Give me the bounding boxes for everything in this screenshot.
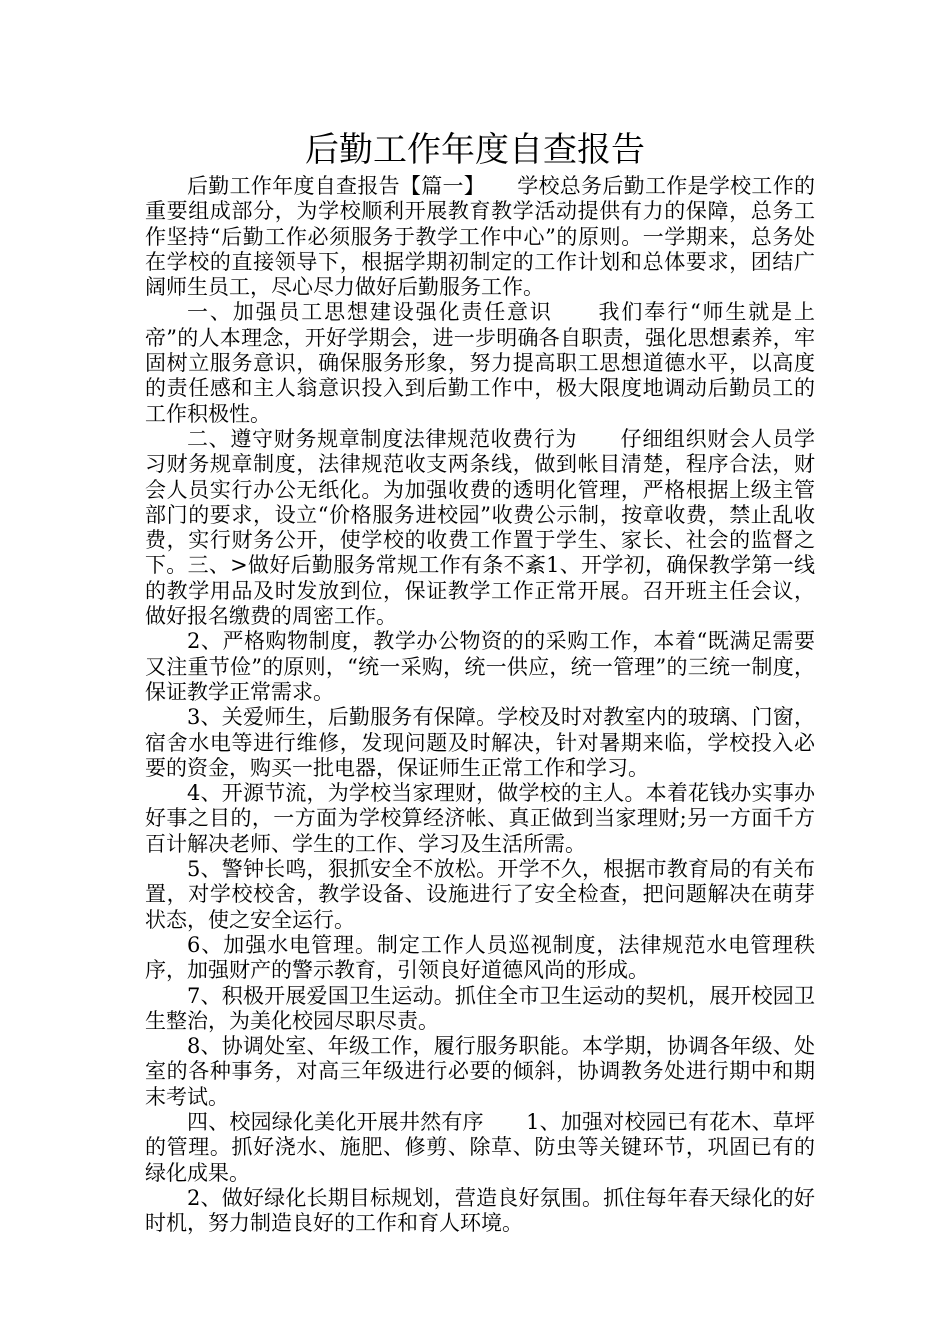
paragraph-item-5: 5、警钟长鸣，狠抓安全不放松。开学不久，根据市教育局的有关布置，对学校校舍，教学设备、设施进行了安全检查，把问题解决在萌芽状态，使之安全运行。 [145, 857, 815, 932]
paragraph-item-4: 4、开源节流，为学校当家理财，做学校的主人。本着花钱办实事办好事之目的，一方面为学校算经济帐、真正做到当家理财;另一方面千方百计解决老师、学生的工作、学习及生活所需。 [145, 781, 815, 856]
paragraph-section-2: 二、遵守财务规章制度法律规范收费行为 仔细组织财会人员学习财务规章制度，法律规范收支两条线，做到帐目清楚，程序合法，财会人员实行办公无纸化。为加强收费的透明化管理，严格根据上级主管部门的要求，设立“价格服务进校园”收费公示制，按章收费，禁止乱收费，实行财务公开，使学校的收费工作置于学生、家长、社会的监督之下。三、>做好后勤服务常规工作有条不紊1、开学初，确保教学第一线的教学用品及时发放到位，保证教学工作正常开展。召开班主任会议，做好报名缴费的周密工作。 [145, 426, 815, 629]
paragraph-intro: 后勤工作年度自查报告【篇一】 学校总务后勤工作是学校工作的重要组成部分，为学校顺利开展教育教学活动提供有力的保障，总务工作坚持“后勤工作必须服务于教学工作中心”的原则。一学期来，总务处在学校的直接领导下，根据学期初制定的工作计划和总体要求，团结广阔师生员工，尽心尽力做好后勤服务工作。 [145, 174, 815, 300]
paragraph-item-8: 8、协调处室、年级工作，履行服务职能。本学期，协调各年级、处室的各种事务，对高三年级进行必要的倾斜，协调教务处进行期中和期末考试。 [145, 1034, 815, 1109]
paragraph-item-7: 7、积极开展爱国卫生运动。抓住全市卫生运动的契机，展开校园卫生整治，为美化校园尽职尽责。 [145, 983, 815, 1033]
paragraph-item-2: 2、严格购物制度，教学办公物资的的采购工作，本着“既满足需要又注重节俭”的原则，“统一采购，统一供应，统一管理”的三统一制度，保证教学正常需求。 [145, 629, 815, 704]
paragraph-section-1: 一、加强员工思想建设强化责任意识 我们奉行“师生就是上帝”的人本理念，开好学期会，进一步明确各自职责，强化思想素养，牢固树立服务意识，确保服务形象，努力提高职工思想道德水平，以高度的责任感和主人翁意识投入到后勤工作中，极大限度地调动后勤员工的工作积极性。 [145, 300, 815, 426]
document-body [145, 174, 815, 1236]
document-title: 后勤工作年度自查报告 [305, 130, 645, 170]
paragraph-section-4-item-2: 2、做好绿化长期目标规划，营造良好氛围。抓住每年春天绿化的好时机，努力制造良好的工作和育人环境。 [145, 1185, 815, 1236]
paragraph-item-3: 3、关爱师生，后勤服务有保障。学校及时对教室内的玻璃、门窗，宿舍水电等进行维修，发现问题及时解决，针对暑期来临，学校投入必要的资金，购买一批电器，保证师生正常工作和学习。 [145, 705, 815, 780]
paragraph-section-4: 四、校园绿化美化开展井然有序 1、加强对校园已有花木、草坪的管理。抓好浇水、施肥、修剪、除草、防虫等关键环节，巩固已有的绿化成果。 [145, 1109, 815, 1185]
paragraph-item-6: 6、加强水电管理。制定工作人员巡视制度，法律规范水电管理秩序，加强财产的警示教育，引领良好道德风尚的形成。 [145, 932, 815, 983]
